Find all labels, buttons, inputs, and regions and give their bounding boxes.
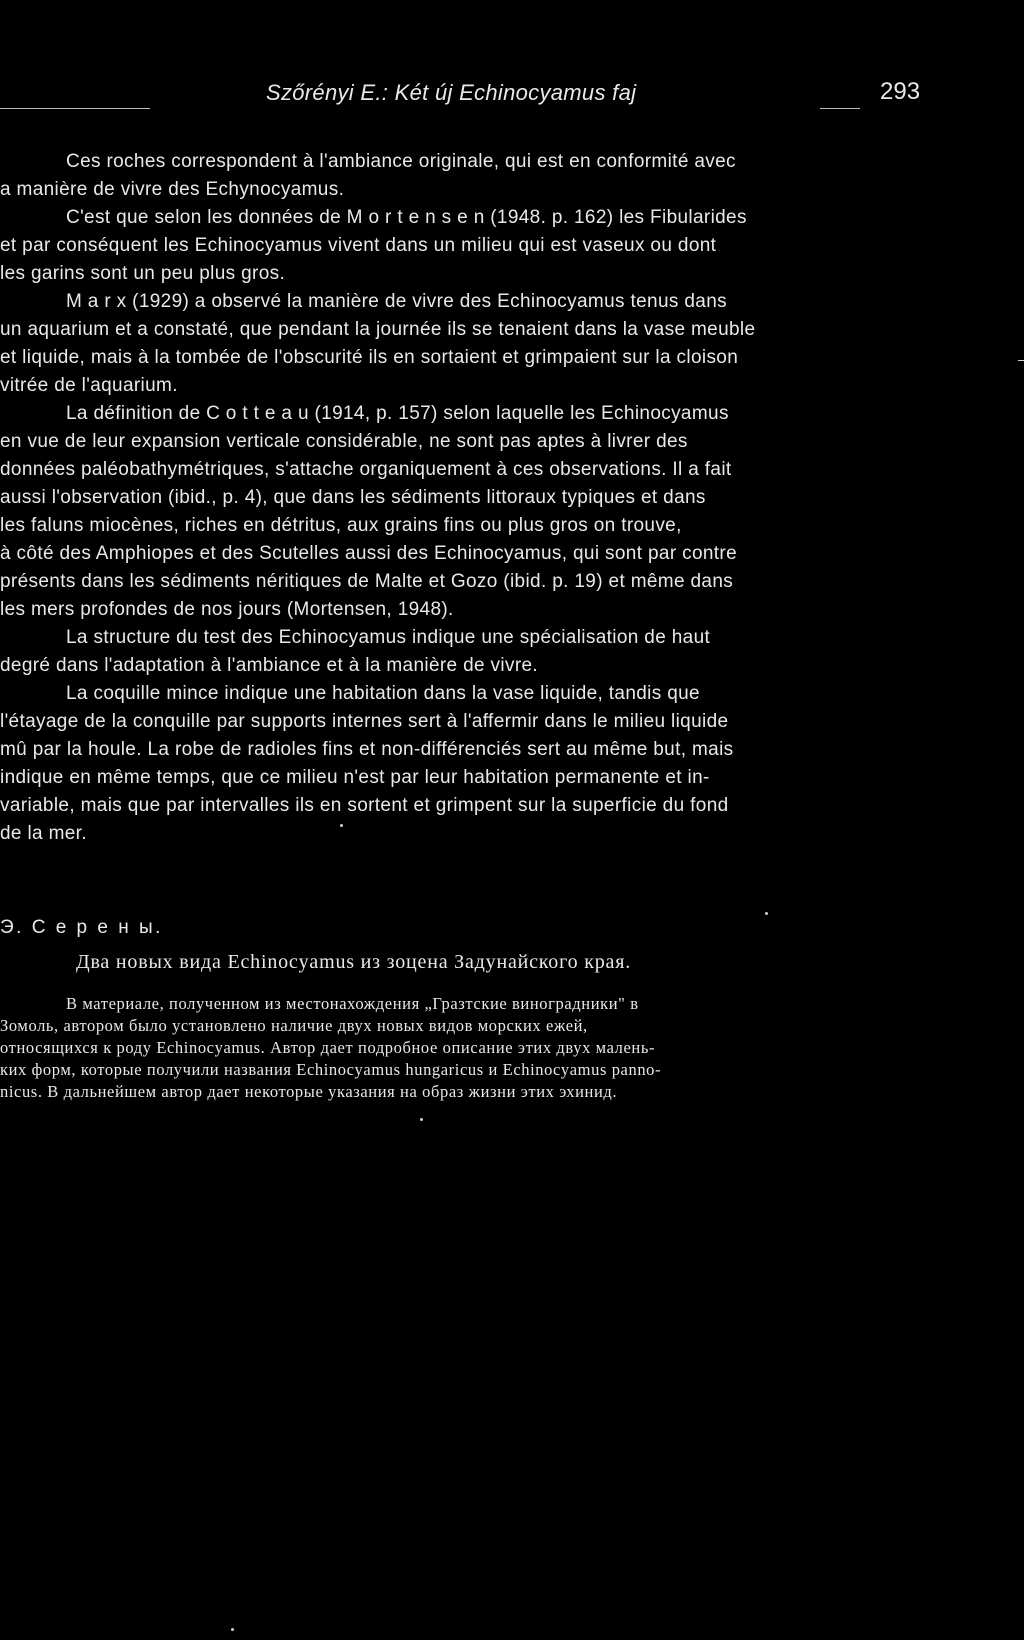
page-number: 293 [880, 78, 921, 105]
text-line: aussi l'observation (ibid., p. 4), que dans les sédiments littoraux typiques et dans [0, 487, 706, 508]
text-line: degré dans l'adaptation à l'ambiance et à la manière de vivre. [0, 655, 539, 676]
text-line: C'est que selon les données de M o r t e n s e n (1948. p. 162) les Fibularides [66, 207, 747, 228]
header-rule-left [0, 108, 150, 109]
text-line: les mers profondes de nos jours (Mortensen, 1948). [0, 599, 454, 620]
scan-speck [340, 824, 343, 827]
running-header-title: Szőrényi E.: Két új Echinocyamus faj [266, 80, 637, 105]
text-line: de la mer. [0, 823, 87, 844]
summary-line: Зомоль, автором было установлено наличие двух новых видов морских ежей, [0, 1016, 588, 1035]
scan-speck [231, 1628, 234, 1631]
summary-title: Два новых вида Echinocyamus из зоцена Задунайского края. [76, 951, 632, 973]
running-header [0, 78, 1024, 108]
header-rule-right [820, 108, 860, 109]
summary-line: относящихся к роду Echinocyamus. Автор дает подробное описание этих двух малень- [0, 1038, 656, 1057]
text-line: et liquide, mais à la tombée de l'obscurité ils en sortaient et grimpaient sur la cloison [0, 347, 739, 368]
text-line: et par conséquent les Echinocyamus vivent dans un milieu qui est vaseux ou dont [0, 235, 717, 256]
text-line: l'étayage de la conquille par supports internes sert à l'affermir dans le milieu liquide [0, 711, 729, 732]
text-line: variable, mais que par intervalles ils en sortent et grimpent sur la superficie du fond [0, 795, 729, 816]
text-line: en vue de leur expansion verticale considérable, ne sont pas aptes à livrer des [0, 431, 688, 452]
text-line: indique en même temps, que ce milieu n'est par leur habitation permanente et in- [0, 767, 710, 788]
text-line: les faluns miocènes, riches en détritus, aux grains fins ou plus gros on trouve, [0, 515, 682, 536]
text-line: à côté des Amphiopes et des Scutelles aussi des Echinocyamus, qui sont par contre [0, 543, 738, 564]
summary-author: Э. С е р е н ы. [0, 917, 163, 938]
text-line: présents dans les sédiments néritiques de Malte et Gozo (ibid. p. 19) et même dans [0, 571, 734, 592]
scan-mark [1018, 360, 1024, 361]
text-line: La coquille mince indique une habitation dans la vase liquide, tandis que [66, 683, 700, 704]
text-line: les garins sont un peu plus gros. [0, 263, 286, 284]
text-line: un aquarium et a constaté, que pendant la journée ils se tenaient dans la vase meuble [0, 319, 756, 340]
text-line: Ces roches correspondent à l'ambiance originale, qui est en conformité avec [66, 151, 736, 172]
text-line: La définition de C o t t e a u (1914, p. 157) selon laquelle les Echinocyamus [66, 403, 729, 424]
summary-line: nicus. В дальнейшем автор дает некоторые указания на образ жизни этих эхинид. [0, 1082, 618, 1101]
text-line: M a r x (1929) a observé la manière de vivre des Echinocyamus tenus dans [66, 291, 727, 312]
scan-speck [765, 912, 768, 915]
text-line: a manière de vivre des Echynocyamus. [0, 179, 345, 200]
summary-line: В материале, полученном из местонахождения „Гразтские виноградники" в [66, 994, 639, 1013]
summary-line: ких форм, которые получили названия Echinocyamus hungaricus и Echinocyamus panno- [0, 1060, 662, 1079]
text-line: mû par la houle. La robe de radioles fins et non-différenciés sert au même but, mais [0, 739, 734, 760]
text-line: La structure du test des Echinocyamus indique une spécialisation de haut [66, 627, 711, 648]
scan-speck [420, 1118, 423, 1121]
text-line: vitrée de l'aquarium. [0, 375, 178, 396]
text-line: données paléobathymétriques, s'attache organiquement à ces observations. Il a fait [0, 459, 732, 480]
